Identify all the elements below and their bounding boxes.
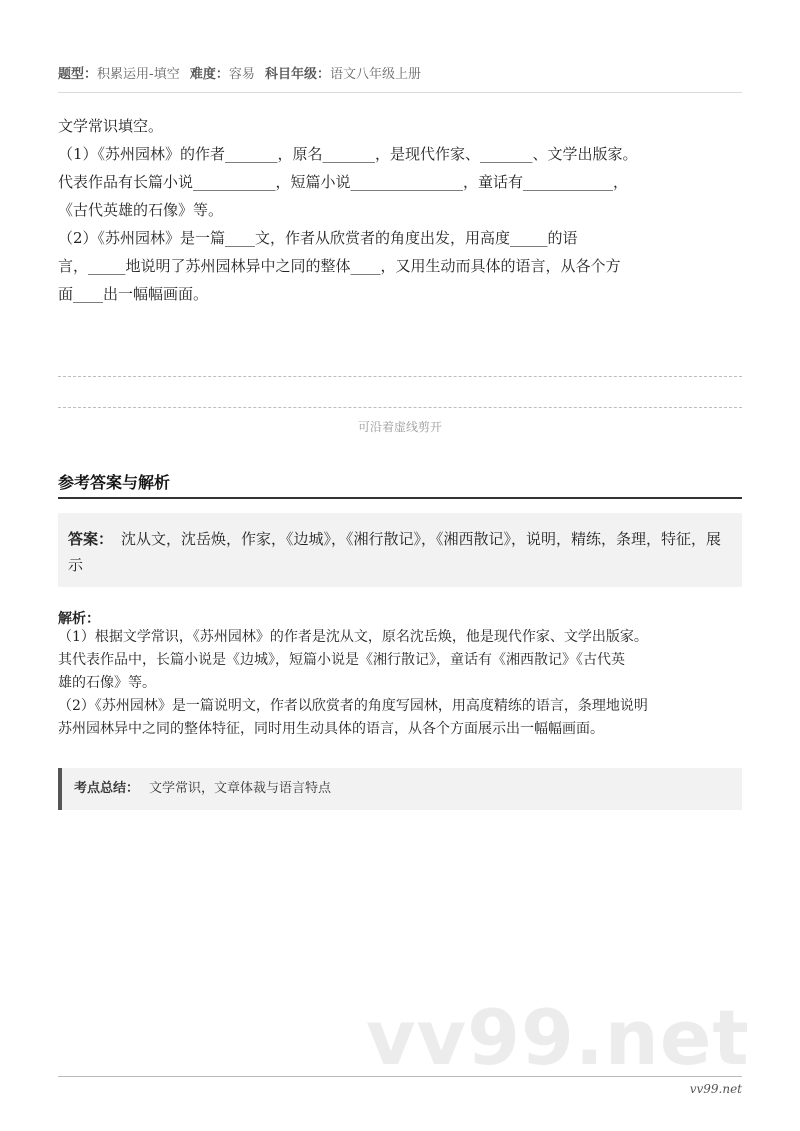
answer-section-title: 参考答案与解析	[58, 473, 171, 492]
footer-divider	[58, 1076, 742, 1077]
analysis-label: 解析：	[58, 611, 100, 627]
difficulty-label: 难度：	[189, 67, 229, 82]
question-line: 言，_____地说明了苏州园林异中之同的整体____，又用生动而具体的语言，从各个方	[58, 257, 621, 275]
analysis-line: 其代表作品中，长篇小说是《边城》，短篇小说是《湘行散记》，童话有《湘西散记》《古代英	[58, 652, 625, 668]
difficulty-value: 容易	[228, 67, 255, 82]
type-label: 题型：	[58, 67, 98, 82]
analysis-line: 雄的石像》等。	[58, 675, 156, 691]
header-divider	[58, 92, 742, 93]
question-line: （1）《苏州园林》的作者_______，原名_______，是现代作家、_______、文学出版家。	[58, 145, 638, 163]
answer-section-divider	[58, 497, 742, 499]
summary-box	[58, 768, 742, 810]
question-line: 《古代英雄的石像》等。	[58, 201, 224, 219]
footer-site: vv99.net	[689, 1082, 742, 1096]
question-line: 面____出一幅幅画面。	[58, 285, 209, 303]
analysis-line: 苏州园林异中之同的整体特征，同时用生动具体的语言，从各个方面展示出一幅幅画面。	[58, 721, 604, 737]
watermark: vv99.net	[366, 993, 750, 1082]
cut-hint: 可沿着虚线剪开	[357, 420, 442, 434]
question-meta	[58, 63, 427, 82]
grade-label: 科目年级：	[265, 67, 331, 82]
analysis-body	[58, 626, 748, 741]
analysis-line: （2）《苏州园林》是一篇说明文，作者以欣赏者的角度写园林，用高度精练的语言，条理地说明	[58, 698, 648, 714]
answer-box	[58, 513, 742, 587]
answer-label: 答案：	[68, 530, 114, 548]
type-value: 积累运用-填空	[97, 67, 180, 82]
question-title: 文学常识填空。	[58, 117, 164, 135]
question-body	[58, 112, 748, 308]
summary-label: 考点总结：	[74, 781, 140, 796]
grade-value: 语文八年级上册	[330, 67, 422, 82]
summary-text: 文学常识，文章体裁与语言特点	[149, 781, 332, 796]
question-line: （2）《苏州园林》是一篇____文，作者从欣赏者的角度出发，用高度_____的语	[58, 229, 578, 247]
question-line: 代表作品有长篇小说___________，短篇小说_______________，童话有____________，	[58, 173, 629, 191]
answer-text: 沈从文，沈岳焕，作家，《边城》，《湘行散记》，《湘西散记》，说明，精练，条理，特征，展示	[68, 530, 722, 574]
cut-line-lower	[58, 407, 742, 408]
cut-line-upper	[58, 376, 742, 377]
analysis-line: （1）根据文学常识，《苏州园林》的作者是沈从文，原名沈岳焕，他是现代作家、文学出版家。	[58, 629, 648, 645]
